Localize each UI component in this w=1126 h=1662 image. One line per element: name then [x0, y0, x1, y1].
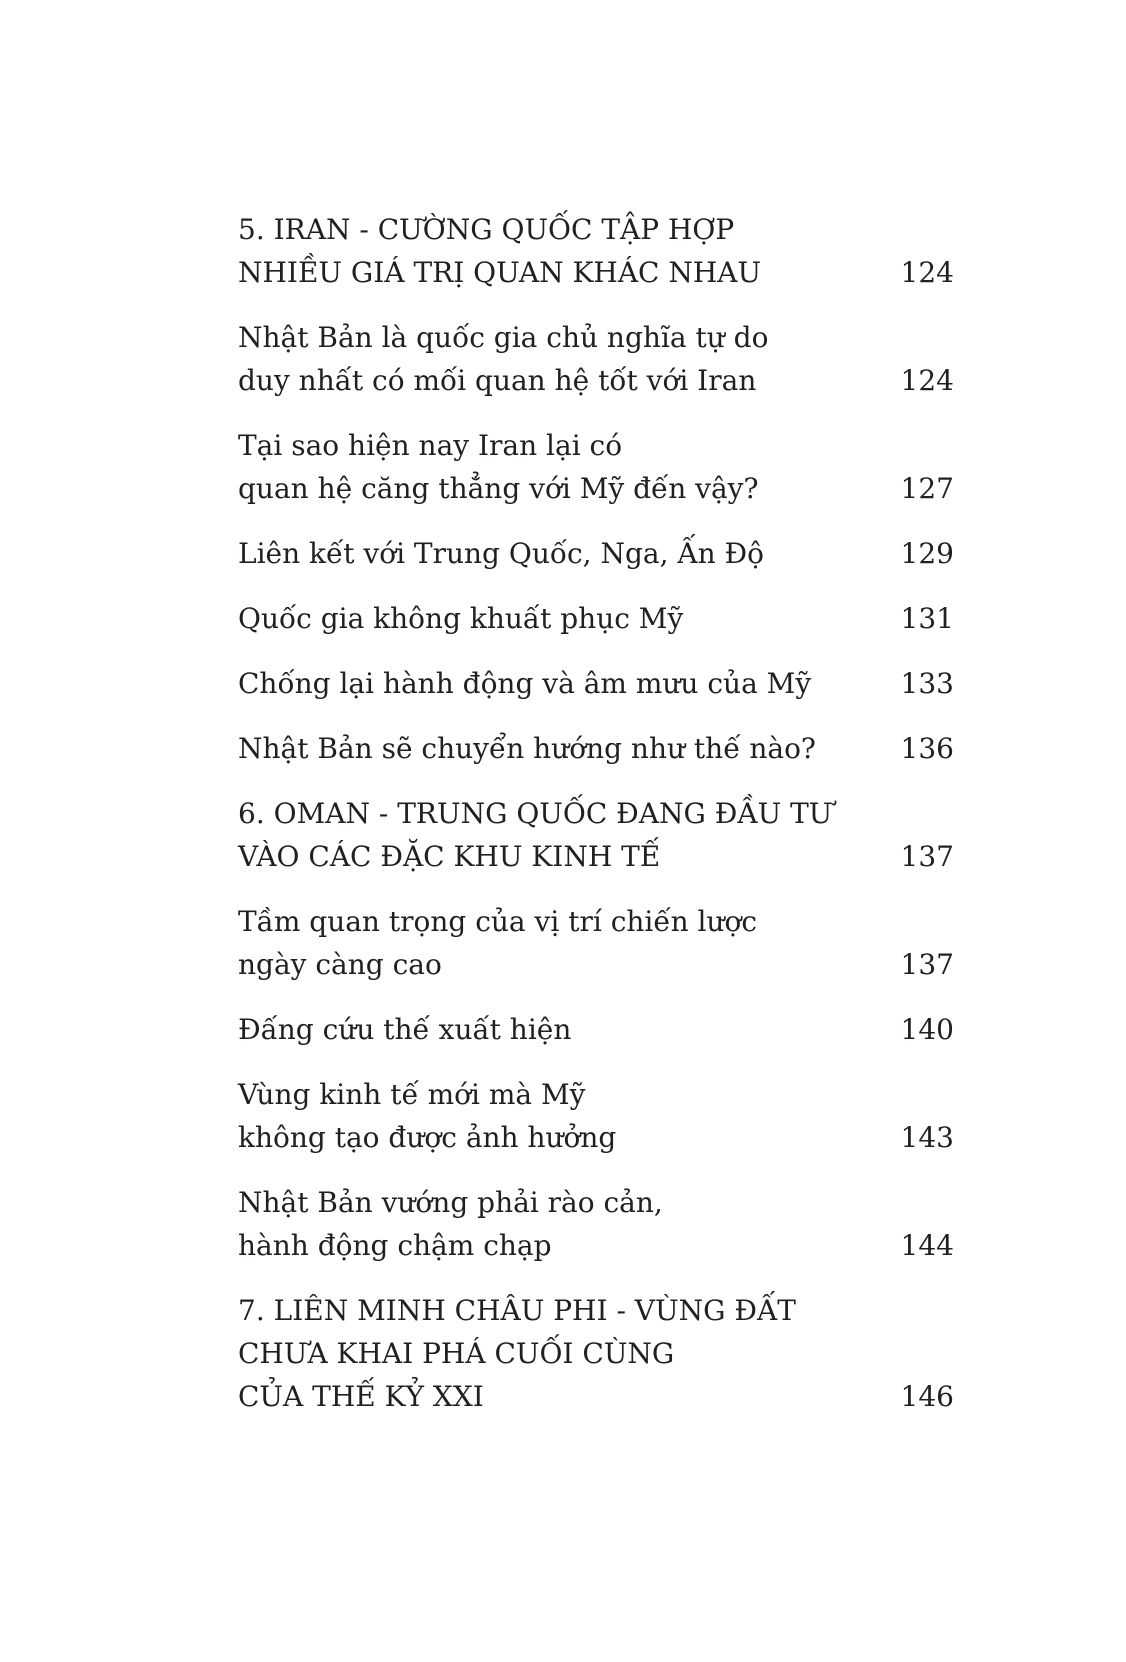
page-number: 136	[900, 732, 954, 765]
entry-title-line: Tại sao hiện nay Iran lại có	[238, 429, 623, 462]
entry-title-line: VÀO CÁC ĐẶC KHU KINH TẾ	[238, 840, 661, 873]
entry-title-line: quan hệ căng thẳng với Mỹ đến vậy?	[238, 472, 759, 505]
entry-title-line: Quốc gia không khuất phục Mỹ	[238, 602, 684, 635]
entry-title-line: ngày càng cao	[238, 948, 442, 981]
page-number: 129	[900, 537, 954, 570]
entry-title	[238, 1008, 894, 1051]
page-number: 137	[900, 948, 954, 981]
page-number: 146	[900, 1380, 954, 1413]
entry-title	[238, 1073, 894, 1159]
page-number: 133	[900, 667, 954, 700]
toc-entry[interactable]	[238, 727, 954, 770]
toc-entry-oman-chapter[interactable]	[238, 792, 954, 878]
page-number: 144	[900, 1229, 954, 1262]
entry-title	[238, 597, 894, 640]
toc-entry-african-union-chapter[interactable]	[238, 1289, 954, 1418]
page-number: 143	[900, 1121, 954, 1154]
entry-title	[238, 532, 894, 575]
toc-entry[interactable]	[238, 900, 954, 986]
entry-title-line: CỦA THẾ KỶ XXI	[238, 1380, 484, 1413]
entry-title-line: Đấng cứu thế xuất hiện	[238, 1013, 572, 1046]
entry-title-line: Nhật Bản là quốc gia chủ nghĩa tự do	[238, 321, 769, 354]
page-number: 124	[900, 364, 954, 397]
entry-title	[238, 727, 894, 770]
entry-title-line: Nhật Bản sẽ chuyển hướng như thế nào?	[238, 732, 816, 765]
entry-title	[238, 792, 894, 878]
entry-title	[238, 424, 894, 510]
entry-title-line: CHƯA KHAI PHÁ CUỐI CÙNG	[238, 1337, 675, 1370]
page-number: 137	[900, 840, 954, 873]
entry-title-line: Vùng kinh tế mới mà Mỹ	[238, 1078, 586, 1111]
entry-title-line: 5. IRAN - CƯỜNG QUỐC TẬP HỢP	[238, 213, 735, 246]
page-number: 140	[900, 1013, 954, 1046]
page-number: 131	[900, 602, 954, 635]
entry-title-line: duy nhất có mối quan hệ tốt với Iran	[238, 364, 757, 397]
entry-title-line: Chống lại hành động và âm mưu của Mỹ	[238, 667, 812, 700]
entry-title	[238, 1181, 894, 1267]
entry-title-line: Liên kết với Trung Quốc, Nga, Ấn Độ	[238, 537, 765, 570]
toc-entry[interactable]	[238, 316, 954, 402]
entry-title-line: 6. OMAN - TRUNG QUỐC ĐANG ĐẦU TƯ	[238, 797, 833, 830]
entry-title-line: Tầm quan trọng của vị trí chiến lược	[238, 905, 758, 938]
toc-entry[interactable]	[238, 1181, 954, 1267]
page-number: 127	[900, 472, 954, 505]
toc-entry[interactable]	[238, 1073, 954, 1159]
toc-entry[interactable]	[238, 1008, 954, 1051]
toc-entry-iran-chapter[interactable]	[238, 208, 954, 294]
table-of-contents	[238, 208, 954, 1418]
entry-title-line: NHIỀU GIÁ TRỊ QUAN KHÁC NHAU	[238, 256, 762, 289]
entry-title-line: 7. LIÊN MINH CHÂU PHI - VÙNG ĐẤT	[238, 1294, 796, 1327]
toc-entry[interactable]	[238, 662, 954, 705]
entry-title	[238, 900, 894, 986]
entry-title-line: không tạo được ảnh hưởng	[238, 1121, 617, 1154]
page-number: 124	[900, 256, 954, 289]
entry-title	[238, 316, 894, 402]
entry-title	[238, 662, 894, 705]
entry-title	[238, 208, 894, 294]
entry-title-line: Nhật Bản vướng phải rào cản,	[238, 1186, 663, 1219]
entry-title	[238, 1289, 894, 1418]
toc-entry[interactable]	[238, 532, 954, 575]
toc-entry[interactable]	[238, 597, 954, 640]
toc-entry[interactable]	[238, 424, 954, 510]
entry-title-line: hành động chậm chạp	[238, 1229, 552, 1262]
